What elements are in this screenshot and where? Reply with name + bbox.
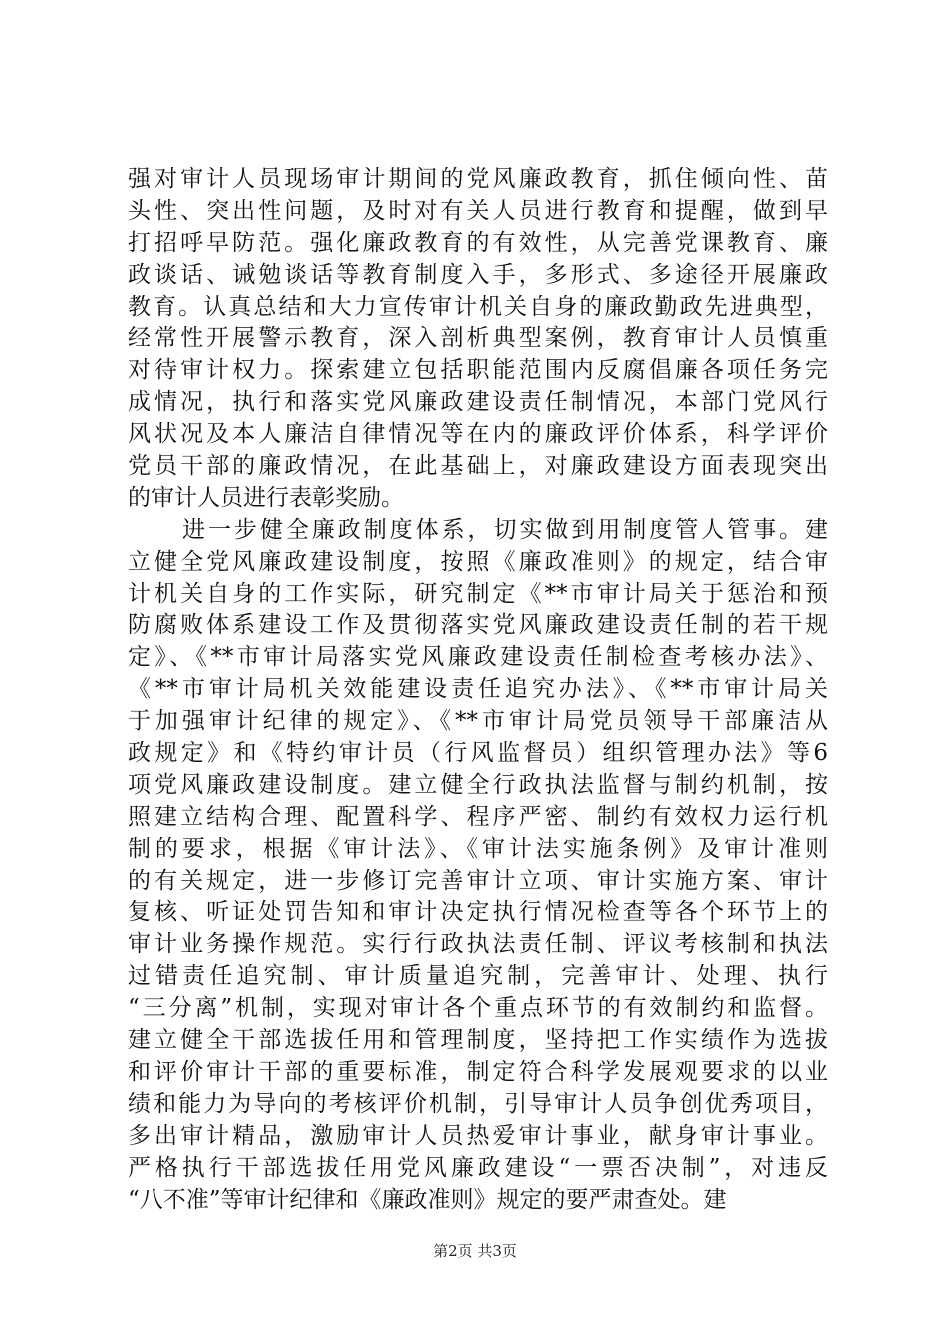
text-line: 计机关自身的工作实际，研究制定《**市审计局关于惩治和预 — [128, 580, 828, 607]
text-line: 照建立结构合理、配置科学、程序严密、制约有效权力运行机 — [128, 803, 828, 830]
text-line: 政规定》和《特约审计员（行风监督员）组织管理办法》等6 — [128, 740, 828, 767]
text-line: 进一步健全廉政制度体系，切实做到用制度管人管事。建 — [182, 516, 828, 543]
text-line: 《**市审计局机关效能建设责任追究办法》、《**市审计局关 — [128, 676, 828, 703]
text-line: 审计业务操作规范。实行行政执法责任制、评议考核制和执法 — [128, 931, 828, 958]
text-line: 经常性开展警示教育，深入剖析典型案例，教育审计人员慎重 — [128, 325, 828, 352]
text-line: 和评价审计干部的重要标准，制定符合科学发展观要求的以业 — [128, 1058, 828, 1085]
text-line: 强对审计人员现场审计期间的党风廉政教育，抓住倾向性、苗 — [128, 166, 828, 192]
paragraph — [128, 515, 828, 1217]
page-footer: 第2页 共3页 — [433, 1242, 517, 1260]
text-line: 教育。认真总结和大力宣传审计机关自身的廉政勤政先进典型， — [128, 293, 828, 320]
text-line: 绩和能力为导向的考核评价机制，引导审计人员争创优秀项目， — [128, 1090, 828, 1117]
text-line: 多出审计精品，激励审计人员热爱审计事业，献身审计事业。 — [128, 1122, 828, 1149]
text-line: “八不准”等审计纪律和《廉政准则》规定的要严肃查处。建 — [128, 1186, 727, 1213]
text-line: 打招呼早防范。强化廉政教育的有效性，从完善党课教育、廉 — [128, 229, 828, 256]
text-line: 风状况及本人廉洁自律情况等在内的廉政评价体系，科学评价 — [128, 421, 828, 448]
text-line: 的审计人员进行表彰奖励。 — [128, 484, 404, 511]
text-line: 建立健全干部选拔任用和管理制度，坚持把工作实绩作为选拔 — [128, 1027, 828, 1054]
text-line: 复核、听证处罚告知和审计决定执行情况检查等各个环节上的 — [128, 899, 828, 926]
text-line: “三分离”机制，实现对审计各个重点环节的有效制约和监督。 — [128, 995, 828, 1022]
text-line: 政谈话、诫勉谈话等教育制度入手，多形式、多途径开展廉政 — [128, 261, 828, 288]
text-line: 成情况，执行和落实党风廉政建设责任制情况，本部门党风行 — [128, 389, 828, 416]
text-line: 过错责任追究制、审计质量追究制，完善审计、处理、执行 — [128, 963, 828, 990]
text-line: 严格执行干部选拔任用党风廉政建设“一票否决制”，对违反 — [128, 1154, 828, 1181]
text-line: 立健全党风廉政建设制度，按照《廉政准则》的规定，结合审 — [128, 548, 828, 575]
text-line: 于加强审计纪律的规定》、《**市审计局党员领导干部廉洁从 — [128, 708, 828, 735]
text-line: 项党风廉政建设制度。建立健全行政执法监督与制约机制，按 — [128, 771, 828, 798]
document-body — [128, 164, 828, 1216]
text-line: 对待审计权力。探索建立包括职能范围内反腐倡廉各项任务完 — [128, 357, 828, 384]
text-line: 制的要求，根据《审计法》、《审计法实施条例》及审计准则 — [128, 835, 828, 862]
text-line: 定》、《**市审计局落实党风廉政建设责任制检查考核办法》、 — [128, 644, 828, 671]
paragraph — [128, 164, 828, 515]
text-line: 防腐败体系建设工作及贯彻落实党风廉政建设责任制的若干规 — [128, 612, 828, 639]
text-line: 头性、突出性问题，及时对有关人员进行教育和提醒，做到早 — [128, 197, 828, 224]
text-line: 党员干部的廉政情况，在此基础上，对廉政建设方面表现突出 — [128, 453, 828, 480]
text-line: 的有关规定，进一步修订完善审计立项、审计实施方案、审计 — [128, 867, 828, 894]
